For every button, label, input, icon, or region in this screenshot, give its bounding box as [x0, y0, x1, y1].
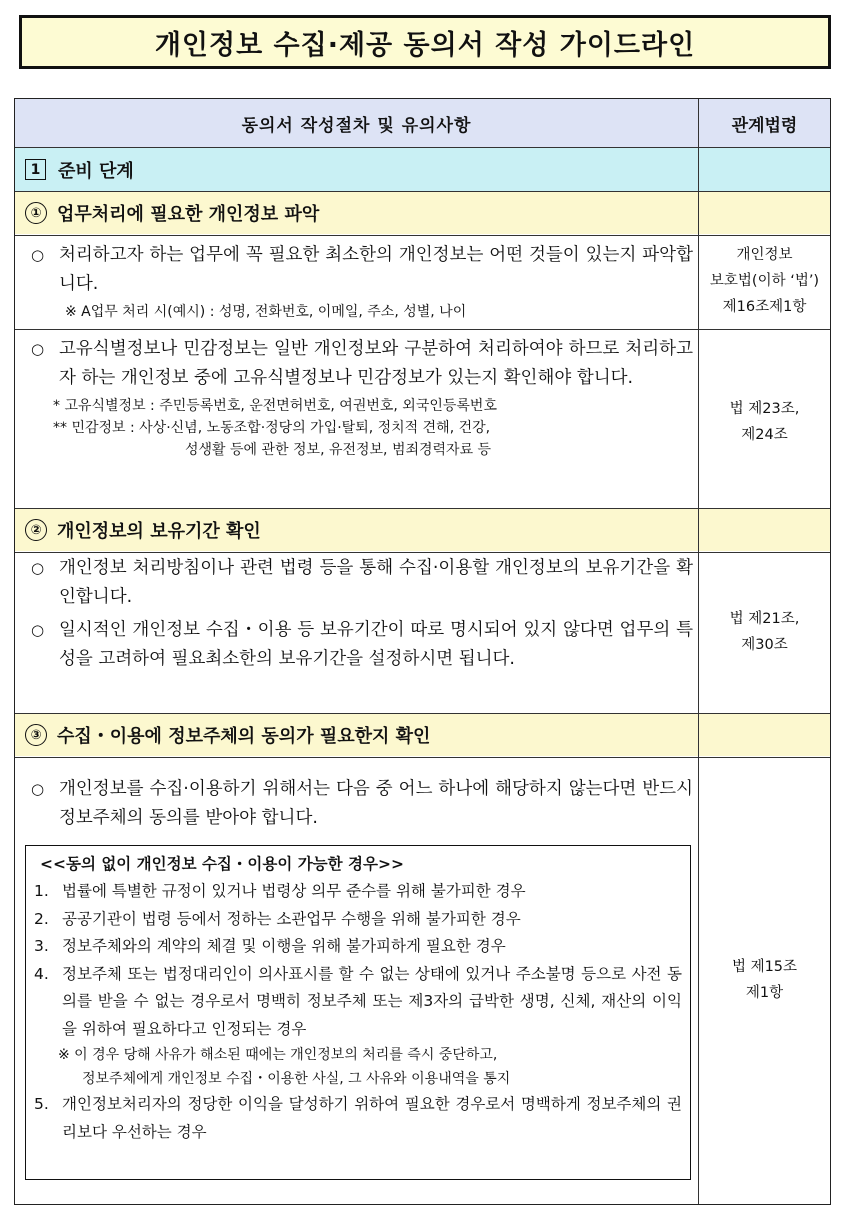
bullet: ○	[31, 621, 45, 639]
paragraph	[25, 775, 693, 833]
paragraph-text: 처리하고자 하는 업무에 꼭 필요한 최소한의 개인정보는 어떤 것들이 있는지 파악합니다.	[59, 245, 693, 294]
paragraph-text: 개인정보 처리방침이나 관련 법령 등을 통해 수집·이용할 개인정보의 보유기간을 확인합니다.	[59, 558, 693, 607]
document-title: 개인정보 수집·제공 동의서 작성 가이드라인	[19, 15, 831, 69]
item-4-note: ※ 이 경우 당해 사유가 해소된 때에는 개인정보의 처리를 즉시 중단하고,	[58, 1047, 498, 1063]
exception-item	[34, 1091, 682, 1146]
section-3-header	[15, 714, 830, 756]
item-number: 2.	[34, 909, 49, 928]
section-1-header	[15, 192, 830, 234]
law-ref-3	[699, 606, 830, 658]
table-header	[15, 99, 830, 147]
section-2-title: 개인정보의 보유기간 확인	[57, 521, 261, 542]
item-text: 공공기관이 법령 등에서 정하는 소관업무 수행을 위해 불가피한 경우	[62, 909, 521, 928]
law-line: 법 제23조,	[729, 401, 800, 417]
example-note: ※ A업무 처리 시(예시) : 성명, 전화번호, 이메일, 주소, 성별, 나이	[65, 304, 467, 320]
item-number: 3.	[34, 937, 49, 955]
section-2-row	[25, 554, 693, 674]
item-number: 1.	[34, 882, 49, 900]
item-text: 정보주체 또는 법정대리인이 의사표시를 할 수 없는 상태에 있거나 주소불명 등으로 사전 동의를 받을 수 없는 경우로서 명백히 정보주체 또는 제3자의 급박한 생명, 신체, 재산의 이익을 위하여 필요하다고 인정되는 경우	[62, 964, 682, 1038]
paragraph-text: 고유식별정보나 민감정보는 일반 개인정보와 구분하여 처리하여야 하므로 처리하고자 하는 개인정보 중에 고유식별정보나 민감정보가 있는지 확인해야 합니다.	[59, 339, 693, 388]
section-1-row-1	[25, 241, 693, 323]
law-ref-2	[699, 396, 830, 448]
header-procedures: 동의서 작성절차 및 유의사항	[241, 115, 472, 136]
item-text: 법률에 특별한 규정이 있거나 법령상 의무 준수를 위해 불가피한 경우	[62, 882, 526, 900]
law-ref-1	[699, 242, 830, 320]
section-3-number: ③	[25, 724, 47, 746]
bullet: ○	[31, 780, 45, 798]
bullet: ○	[31, 246, 45, 264]
guideline-table	[14, 98, 831, 1205]
paragraph	[25, 241, 693, 299]
section-1-title: 업무처리에 필요한 개인정보 파악	[57, 204, 320, 225]
exception-item	[34, 906, 682, 934]
header-related-laws: 관계법령	[731, 115, 798, 136]
law-line: 제16조제1항	[722, 299, 807, 315]
paragraph	[25, 616, 693, 674]
exceptions-title: <<동의 없이 개인정보 수집・이용이 가능한 경우>>	[40, 855, 404, 873]
exception-item	[34, 961, 682, 1044]
stage-row	[15, 148, 830, 191]
note-unique-id: * 고유식별정보 : 주민등록번호, 운전면허번호, 여권번호, 외국인등록번호	[53, 398, 497, 414]
item-text: 개인정보처리자의 정당한 이익을 달성하기 위하여 필요한 경우로서 명백하게 정보주체의 권리보다 우선하는 경우	[62, 1095, 682, 1141]
section-3-row	[25, 775, 693, 833]
law-line: 개인정보	[736, 247, 793, 263]
law-line: 보호법(이하 ‘법’)	[709, 273, 820, 289]
paragraph-text: 개인정보를 수집·이용하기 위해서는 다음 중 어느 하나에 해당하지 않는다면 반드시 정보주체의 동의를 받아야 합니다.	[59, 779, 693, 828]
exception-item	[34, 878, 682, 906]
law-line: 제24조	[741, 427, 788, 443]
stage-number: 1	[25, 159, 46, 180]
stage-label: 준비 단계	[58, 160, 134, 182]
item-number: 5.	[34, 1095, 49, 1113]
law-line: 제30조	[741, 637, 788, 653]
law-ref-4	[699, 954, 830, 1006]
paragraph	[25, 335, 693, 393]
bullet: ○	[31, 340, 45, 358]
law-line: 법 제21조,	[729, 611, 800, 627]
paragraph	[25, 554, 693, 612]
bullet: ○	[31, 559, 45, 577]
exceptions-box	[25, 845, 691, 1180]
section-1-number: ①	[25, 202, 47, 224]
section-2-number: ②	[25, 519, 47, 541]
exception-item	[34, 933, 682, 961]
section-2-header	[15, 509, 830, 551]
section-1-row-2	[25, 335, 693, 461]
item-4-note-cont: 정보주체에게 개인정보 수집・이용한 사실, 그 사유와 이용내역을 통지	[82, 1071, 511, 1087]
law-line: 제1항	[745, 985, 784, 1001]
paragraph-text: 일시적인 개인정보 수집・이용 등 보유기간이 따로 명시되어 있지 않다면 업무의 특성을 고려하여 필요최소한의 보유기간을 설정하시면 됩니다.	[59, 620, 693, 669]
law-line: 법 제15조	[731, 959, 798, 975]
note-sensitive-cont: 성생활 등에 관한 정보, 유전정보, 범죄경력자료 등	[185, 442, 492, 458]
note-sensitive: ** 민감정보 : 사상·신념, 노동조합·정당의 가입·탈퇴, 정치적 견해, 건강,	[53, 420, 491, 436]
item-number: 4.	[34, 964, 49, 983]
section-3-title: 수집・이용에 정보주체의 동의가 필요한지 확인	[57, 726, 431, 747]
item-text: 정보주체와의 계약의 체결 및 이행을 위해 불가피하게 필요한 경우	[62, 937, 506, 955]
